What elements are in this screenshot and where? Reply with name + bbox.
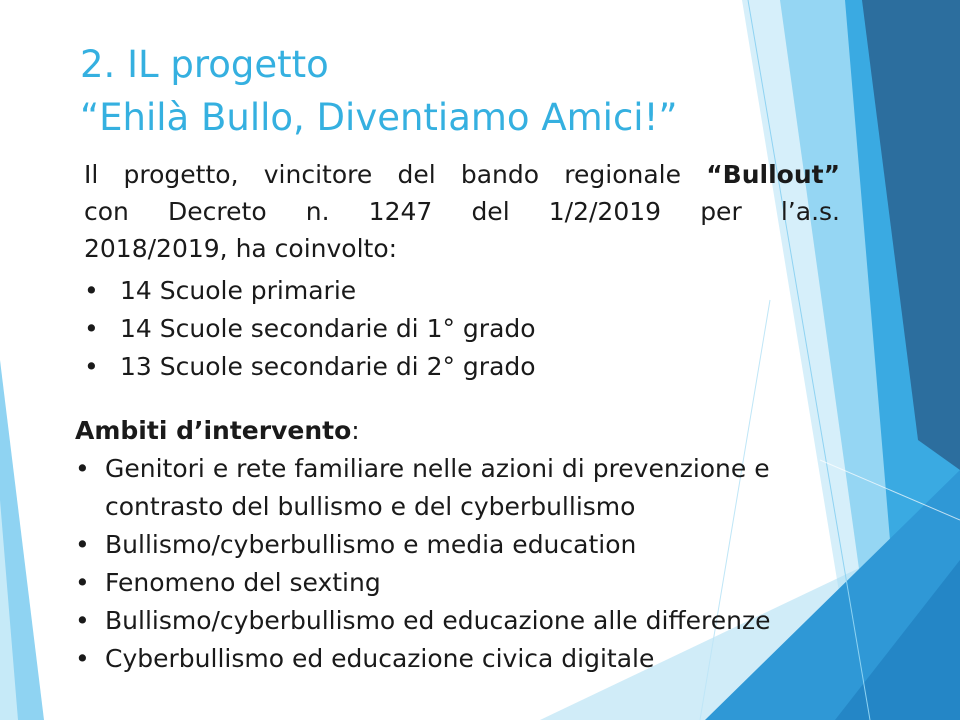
list-item-text: Fenomeno del sexting [105,568,381,597]
bullet-icon: • [75,568,90,597]
bullet-icon: • [84,352,99,381]
bullet-icon: • [75,606,90,635]
list-item [75,564,770,602]
list-item-text: Bullismo/cyberbullismo ed educazione alle differenze [105,606,771,635]
section-heading-colon: : [351,416,360,445]
list-item-text: 14 Scuole primarie [120,276,357,305]
section-heading-bold: Ambiti d’intervento [75,416,352,445]
section-heading-ambiti [75,413,360,449]
list-item [84,272,536,310]
list-item-text-continued: contrasto del bullismo e del cyberbullismo [105,492,636,521]
bullet-icon: • [75,530,90,559]
bullet-icon: • [84,276,99,305]
list-item-text: 14 Scuole secondarie di 1° grado [120,314,536,343]
slide-title-line-1: 2. IL progetto [80,43,329,86]
list-item [84,348,536,386]
list-item [75,450,770,526]
intervention-areas-list [75,450,770,678]
schools-list [84,272,536,386]
intro-line-3: 2018/2019, ha coinvolto: [84,234,398,263]
intro-text: Il progetto, vincitore del bando regionale [84,160,707,189]
list-item-text: Genitori e rete familiare nelle azioni di prevenzione e [105,454,770,483]
list-item [75,640,770,678]
bullet-icon: • [75,644,90,673]
slide-title-line-2: “Ehilà Bullo, Diventiamo Amici!” [80,96,678,139]
intro-line-1 [84,156,840,193]
list-item-text: Bullismo/cyberbullismo e media education [105,530,637,559]
intro-paragraph [84,156,840,267]
list-item-text: 13 Scuole secondarie di 2° grado [120,352,536,381]
bullet-icon: • [75,454,90,483]
list-item [84,310,536,348]
list-item [75,526,770,564]
bullet-icon: • [84,314,99,343]
intro-line-2: con Decreto n. 1247 del 1/2/2019 per l’a.s. [84,197,840,226]
list-item [75,602,770,640]
project-name-bold: “Bullout” [706,160,840,189]
list-item-text: Cyberbullismo ed educazione civica digitale [105,644,655,673]
